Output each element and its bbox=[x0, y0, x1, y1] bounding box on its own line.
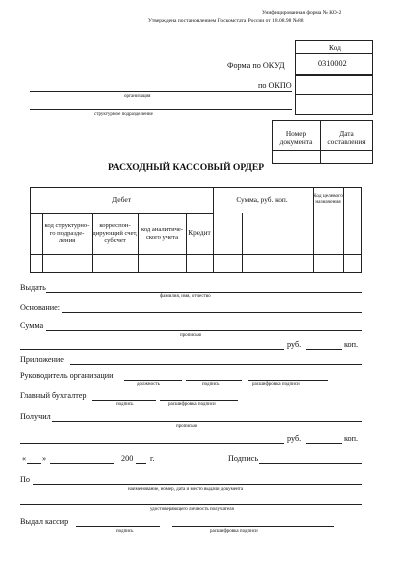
division-line[interactable] bbox=[30, 109, 292, 110]
organization-line[interactable] bbox=[30, 91, 292, 92]
sum-line-2[interactable] bbox=[20, 349, 284, 350]
debit-header: Дебет bbox=[111, 194, 132, 204]
col-corr-account: корреспон-дирующий счет, субсчет bbox=[92, 222, 138, 245]
approval-note: Утверждена постановлением Госкомстата России от 18.08.98 №88 bbox=[148, 18, 304, 24]
page-title: РАСХОДНЫЙ КАССОВЫЙ ОРДЕР bbox=[108, 162, 265, 173]
sum-caption: прописью bbox=[180, 333, 202, 338]
okpo-divider bbox=[295, 94, 373, 95]
document-line[interactable] bbox=[33, 484, 362, 485]
kop-line[interactable] bbox=[306, 349, 342, 350]
head-position-line[interactable] bbox=[124, 380, 182, 381]
sum-label: Сумма bbox=[20, 321, 44, 330]
date-year-line[interactable] bbox=[136, 463, 146, 464]
received-kop-line[interactable] bbox=[306, 443, 342, 444]
cashier-label: Выдал кассир bbox=[20, 517, 69, 526]
table-input-row[interactable] bbox=[30, 254, 362, 273]
okpo-label: по ОКПО bbox=[258, 81, 292, 90]
organization-caption: организация bbox=[124, 94, 151, 99]
document-line-2[interactable] bbox=[20, 504, 362, 505]
head-signature-line[interactable] bbox=[186, 380, 242, 381]
signature-label: Подпись bbox=[228, 454, 259, 463]
head-label: Руководитель организации bbox=[20, 371, 114, 380]
chief-decode-line[interactable] bbox=[160, 400, 238, 401]
issue-line[interactable] bbox=[46, 292, 362, 293]
appendix-line[interactable] bbox=[70, 364, 362, 365]
received-label: Получил bbox=[20, 412, 51, 421]
by-label: По bbox=[20, 475, 31, 484]
chief-signature-line[interactable] bbox=[92, 400, 156, 401]
okud-label: Форма по ОКУД bbox=[227, 61, 285, 70]
head-decode-line[interactable] bbox=[248, 380, 328, 381]
code-header-cell: Код bbox=[295, 40, 373, 54]
doc-number-label: Номер документа bbox=[279, 128, 313, 146]
sum-line[interactable] bbox=[46, 330, 362, 331]
basis-label: Основание: bbox=[20, 303, 61, 312]
issue-label: Выдать bbox=[20, 283, 46, 292]
chief-accountant-label: Главный бухгалтер bbox=[20, 391, 87, 400]
doc-number-input[interactable] bbox=[273, 151, 319, 163]
sum-header: Сумма, руб. коп. bbox=[236, 195, 288, 205]
appendix-label: Приложение bbox=[20, 355, 64, 364]
division-caption: структурное подразделение bbox=[94, 112, 153, 117]
doc-date-input[interactable] bbox=[321, 151, 372, 163]
doc-date-label: Дата составления bbox=[327, 128, 366, 146]
form-number: Унифицированная форма № КО-2 bbox=[262, 10, 342, 16]
col-credit: Кредит bbox=[188, 228, 211, 238]
received-line[interactable] bbox=[52, 421, 362, 422]
col-analytics-code: код аналитиче-ского учета bbox=[140, 225, 184, 241]
okpo-code-cell[interactable] bbox=[295, 75, 373, 115]
col-department-code: код структурно-го подразде-ления bbox=[44, 222, 90, 245]
cashier-decode-line[interactable] bbox=[172, 526, 334, 527]
okud-code-value: 0310002 bbox=[318, 59, 347, 68]
cashier-signature-line[interactable] bbox=[76, 526, 160, 527]
okud-code-cell[interactable] bbox=[295, 53, 373, 75]
date-month-line[interactable] bbox=[50, 463, 114, 464]
purpose-code-header: Код целевого назначения bbox=[313, 193, 343, 205]
issue-caption: фамилия, имя, отчество bbox=[160, 294, 211, 299]
signature-line[interactable] bbox=[259, 463, 362, 464]
date-day-line[interactable] bbox=[27, 463, 41, 464]
received-sum-line[interactable] bbox=[20, 443, 284, 444]
basis-line[interactable] bbox=[62, 312, 362, 313]
